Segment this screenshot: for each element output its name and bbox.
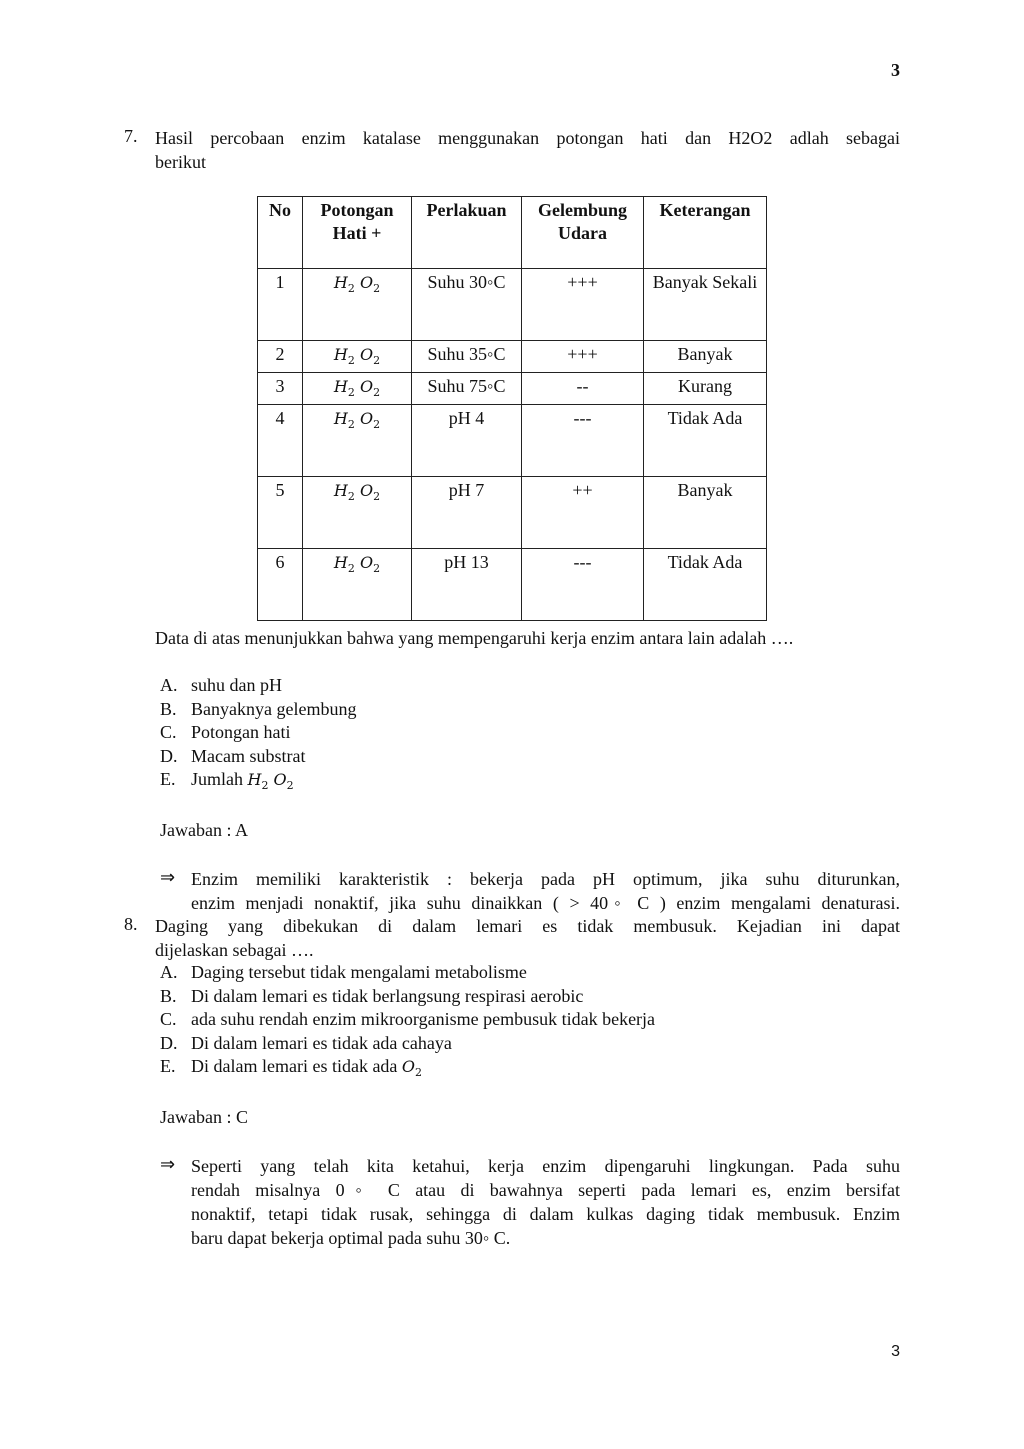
cell-perlakuan: pH 13 (412, 549, 522, 621)
question-7-text (155, 126, 900, 174)
question-8-answer: Jawaban : C (160, 1107, 248, 1127)
question-8-number: 8. (124, 914, 138, 934)
h2o2-formula: $H_2$ $O_2$ (333, 273, 381, 296)
question-7-explanation (160, 867, 900, 915)
header-no: No (258, 197, 303, 269)
table-row (258, 373, 767, 405)
option-d[interactable]: D. Macam substrat (160, 745, 306, 766)
explanation-line: rendah misalnya 0◦ C atau di bawahnya seperti pada lemari es, enzim bersifat (191, 1180, 900, 1200)
table-row (258, 405, 767, 477)
page-number-top: 3 (891, 60, 900, 80)
cell-gelembung: --- (522, 405, 644, 477)
page-number-bottom: 3 (891, 1343, 900, 1360)
explanation-line: baru dapat bekerja optimal pada suhu 30◦ C. (191, 1228, 511, 1248)
cell-h2o2 (303, 341, 412, 373)
cell-perlakuan: Suhu 30◦C (412, 269, 522, 341)
cell-keterangan: Tidak Ada (644, 405, 767, 477)
question-7-answer: Jawaban : A (160, 820, 248, 840)
h2o2-formula: $H_2$ $O_2$ (333, 481, 381, 504)
cell-keterangan: Banyak Sekali (644, 269, 767, 341)
question-8-options (160, 961, 655, 1085)
cell-h2o2 (303, 405, 412, 477)
table-row (258, 341, 767, 373)
option-a[interactable]: A. suhu dan pH (160, 675, 282, 695)
cell-perlakuan: Suhu 35◦C (412, 341, 522, 373)
cell-no: 2 (258, 341, 303, 373)
option-c[interactable]: C. Potongan hati (160, 722, 291, 742)
cell-no: 4 (258, 405, 303, 477)
o2-formula: $O_2$ (401, 1057, 423, 1080)
table-row (258, 269, 767, 341)
option-e[interactable]: E. Jumlah $H_2$ $O_2$ (160, 769, 294, 793)
cell-gelembung: +++ (522, 269, 644, 341)
option-b[interactable]: B. Banyaknya gelembung (160, 698, 357, 719)
cell-keterangan: Kurang (644, 373, 767, 405)
enzyme-results-table (257, 196, 767, 621)
question-7-stem: Data di atas menunjukkan bahwa yang mempengaruhi kerja enzim antara lain adalah …. (155, 628, 794, 648)
h2o2-formula: $H_2$ $O_2$ (333, 377, 381, 400)
question-8-line-2: dijelaskan sebagai …. (155, 940, 314, 960)
cell-gelembung: -- (522, 373, 644, 405)
implies-arrow-icon: ⇒ (160, 867, 176, 888)
cell-h2o2 (303, 373, 412, 405)
cell-gelembung: --- (522, 549, 644, 621)
table-row (258, 549, 767, 621)
table-header-row (258, 197, 767, 269)
cell-no: 5 (258, 477, 303, 549)
cell-perlakuan: pH 4 (412, 405, 522, 477)
implies-arrow-icon: ⇒ (160, 1154, 176, 1175)
option-c[interactable]: C. ada suhu rendah enzim mikroorganisme pembusuk tidak bekerja (160, 1009, 656, 1029)
question-7-number: 7. (124, 126, 138, 146)
question-8-line-1: Daging yang dibekukan di dalam lemari es tidak membusuk. Kejadian ini dapat (155, 916, 900, 936)
cell-h2o2 (303, 269, 412, 341)
cell-h2o2 (303, 477, 412, 549)
header-potongan-hati: Potongan Hati + (303, 197, 412, 269)
option-e[interactable]: E. Di dalam lemari es tidak ada $O_2$ (160, 1056, 423, 1080)
cell-perlakuan: pH 7 (412, 477, 522, 549)
explanation-line: enzim menjadi nonaktif, jika suhu dinaikkan ( > 40◦ C ) enzim mengalami denaturasi. (191, 893, 900, 913)
question-7-line-1: Hasil percobaan enzim katalase menggunakan potongan hati dan H2O2 adlah sebagai (155, 128, 900, 148)
cell-gelembung: +++ (522, 341, 644, 373)
question-8-text (155, 914, 900, 962)
question-7-line-2: berikut (155, 152, 206, 172)
explanation-line: Seperti yang telah kita ketahui, kerja enzim dipengaruhi lingkungan. Pada suhu (191, 1156, 900, 1176)
cell-keterangan: Tidak Ada (644, 549, 767, 621)
header-perlakuan: Perlakuan (412, 197, 522, 269)
h2o2-formula: $H_2$ $O_2$ (333, 345, 381, 368)
option-d[interactable]: D. Di dalam lemari es tidak ada cahaya (160, 1032, 452, 1053)
header-gelembung-udara: Gelembung Udara (522, 197, 644, 269)
cell-keterangan: Banyak (644, 477, 767, 549)
question-8-explanation (160, 1154, 900, 1250)
cell-no: 6 (258, 549, 303, 621)
option-b[interactable]: B. Di dalam lemari es tidak berlangsung respirasi aerobic (160, 985, 584, 1006)
cell-keterangan: Banyak (644, 341, 767, 373)
cell-gelembung: ++ (522, 477, 644, 549)
explanation-line: nonaktif, tetapi tidak rusak, sehingga di dalam kulkas daging tidak membusuk. Enzim (191, 1204, 900, 1224)
cell-no: 3 (258, 373, 303, 405)
h2o2-formula: $H_2$ $O_2$ (333, 553, 381, 576)
cell-h2o2 (303, 549, 412, 621)
table-row (258, 477, 767, 549)
h2o2-formula: $H_2$ $O_2$ (247, 770, 294, 793)
question-7-options (160, 674, 356, 798)
explanation-line: Enzim memiliki karakteristik : bekerja pada pH optimum, jika suhu diturunkan, (191, 869, 900, 889)
cell-no: 1 (258, 269, 303, 341)
h2o2-formula: $H_2$ $O_2$ (333, 409, 381, 432)
header-keterangan: Keterangan (644, 197, 767, 269)
cell-perlakuan: Suhu 75◦C (412, 373, 522, 405)
option-a[interactable]: A. Daging tersebut tidak mengalami metabolisme (160, 962, 527, 982)
